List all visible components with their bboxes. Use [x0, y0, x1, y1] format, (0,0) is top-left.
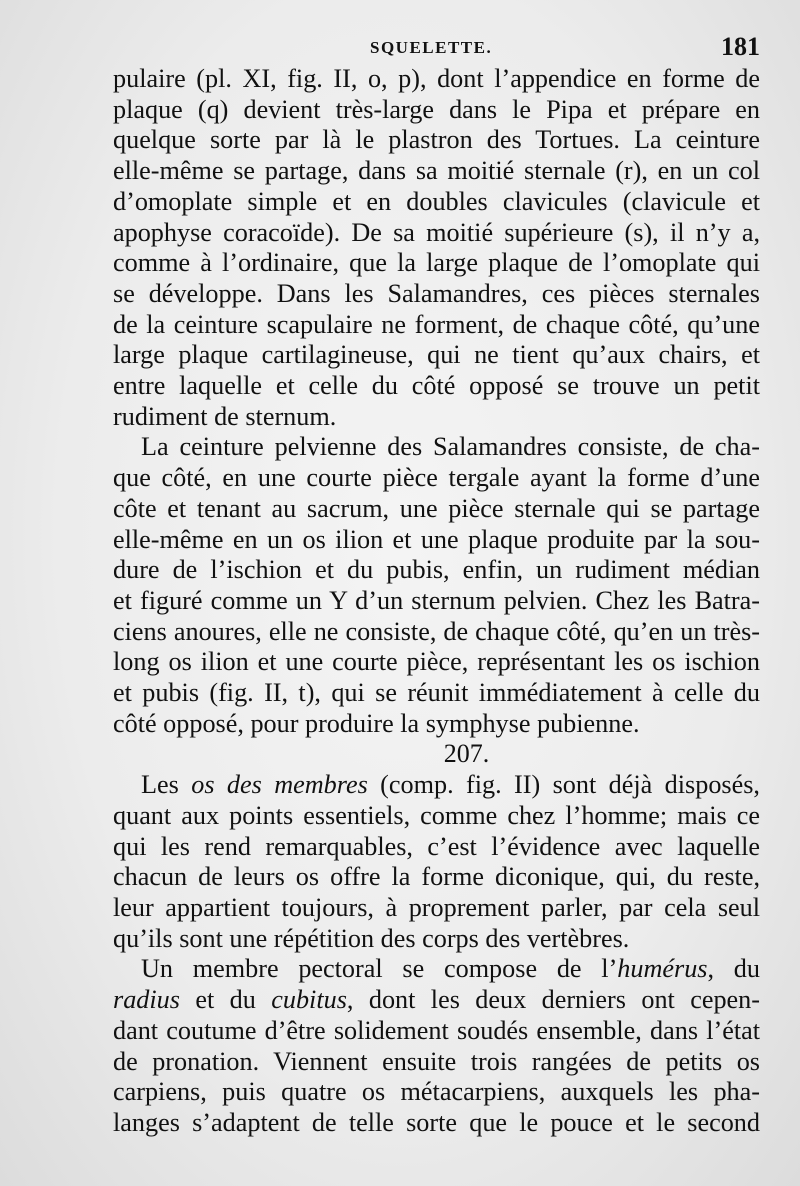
text-line: rudiment de sternum.: [113, 401, 337, 431]
text-line: quant aux points essentiels, comme chez l’homme; mais ce: [113, 800, 760, 830]
text-line: chacun de leurs os offre la forme diconique, qui, du reste,: [113, 862, 760, 892]
text-line: comme à l’ordinaire, que la large plaque de l’omoplate qui: [113, 248, 760, 278]
text-line: entre laquelle et celle du côté opposé se trouve un petit: [113, 371, 760, 401]
text-line: se développe. Dans les Salamandres, ces pièces sternales: [113, 278, 760, 308]
text-line: ciens anoures, elle ne consiste, de chaque côté, qu’en un très-: [113, 616, 760, 646]
text-line: de la ceinture scapulaire ne forment, de chaque côté, qu’une: [113, 309, 760, 339]
text-line: qu’ils sont une répétition des corps des vertèbres.: [113, 923, 630, 953]
paragraph-2: [113, 432, 760, 739]
paragraph-1: [113, 64, 760, 432]
page-number: 181: [721, 32, 760, 61]
paragraph-4: [113, 954, 760, 1138]
italic-term: humérus: [617, 954, 708, 984]
running-head: SQUELETTE.: [370, 38, 493, 57]
text-line: et pubis (fig. II, t), qui se réunit immédiatement à celle du: [113, 678, 760, 708]
text-line: dure de l’ischion et du pubis, enfin, un rudiment médian: [113, 555, 760, 585]
text-line: que côté, en une courte pièce tergale ayant la forme d’une: [113, 463, 760, 493]
text-line: dant coutume d’être solidement soudés ensemble, dans l’état: [113, 1015, 760, 1045]
text-run: (comp. fig. II) sont déjà disposés,: [367, 770, 760, 800]
text-line: d’omoplate simple et en doubles clavicules (clavicule et: [113, 186, 760, 216]
text-line: apophyse coracoïde). De sa moitié supérieure (s), il n’y a,: [113, 217, 760, 247]
text-run: , dont les deux derniers ont cepen-: [346, 985, 760, 1015]
text-line: elle-même se partage, dans sa moitié sternale (r), en un col: [113, 156, 760, 186]
text-line: plaque (q) devient très-large dans le Pipa et prépare en: [113, 94, 760, 124]
text-line: long os ilion et une courte pièce, représentant les os ischion: [113, 647, 760, 677]
text-line: quelque sorte par là le plastron des Tortues. La ceinture: [113, 125, 760, 155]
text-line: et figuré comme un Y d’un sternum pelvien. Chez les Batra-: [113, 585, 760, 615]
text-run: Un membre pectoral se compose de l’: [141, 954, 618, 984]
text-line: côté opposé, pour produire la symphyse pubienne.: [113, 708, 640, 738]
italic-term: cubitus: [271, 985, 347, 1015]
text-line: qui les rend remarquables, c’est l’évidence avec laquelle: [113, 831, 760, 861]
text-line: carpiens, puis quatre os métacarpiens, auxquels les pha-: [113, 1077, 760, 1107]
text-run: et du: [179, 985, 272, 1015]
text-line: côte et tenant au sacrum, une pièce sternale qui se partage: [113, 493, 760, 523]
italic-term: radius: [113, 985, 180, 1015]
page-header: [115, 34, 760, 64]
section-number: 207.: [443, 739, 490, 769]
italic-term: os des membres: [191, 770, 368, 800]
text-line: large plaque cartilagineuse, qui ne tient qu’aux chairs, et: [113, 340, 760, 370]
text-line: leur appartient toujours, à proprement parler, par cela seul: [113, 892, 760, 922]
text-run: Les: [141, 770, 192, 800]
text-line: langes s’adaptent de telle sorte que le pouce et le second: [113, 1107, 760, 1137]
text-line: La ceinture pelvienne des Salamandres consiste, de cha-: [141, 432, 760, 462]
text-line: elle-même en un os ilion et une plaque produite par la sou-: [113, 524, 760, 554]
text-run: , du: [707, 954, 760, 984]
text-line: [113, 770, 760, 801]
paragraph-3: [113, 770, 760, 954]
text-line: [113, 954, 760, 985]
page-body: [113, 64, 760, 1139]
text-line: [113, 985, 760, 1016]
text-line: de pronation. Viennent ensuite trois rangées de petits os: [113, 1046, 760, 1076]
text-line: pulaire (pl. XI, fig. II, o, p), dont l’appendice en forme de: [113, 64, 760, 93]
